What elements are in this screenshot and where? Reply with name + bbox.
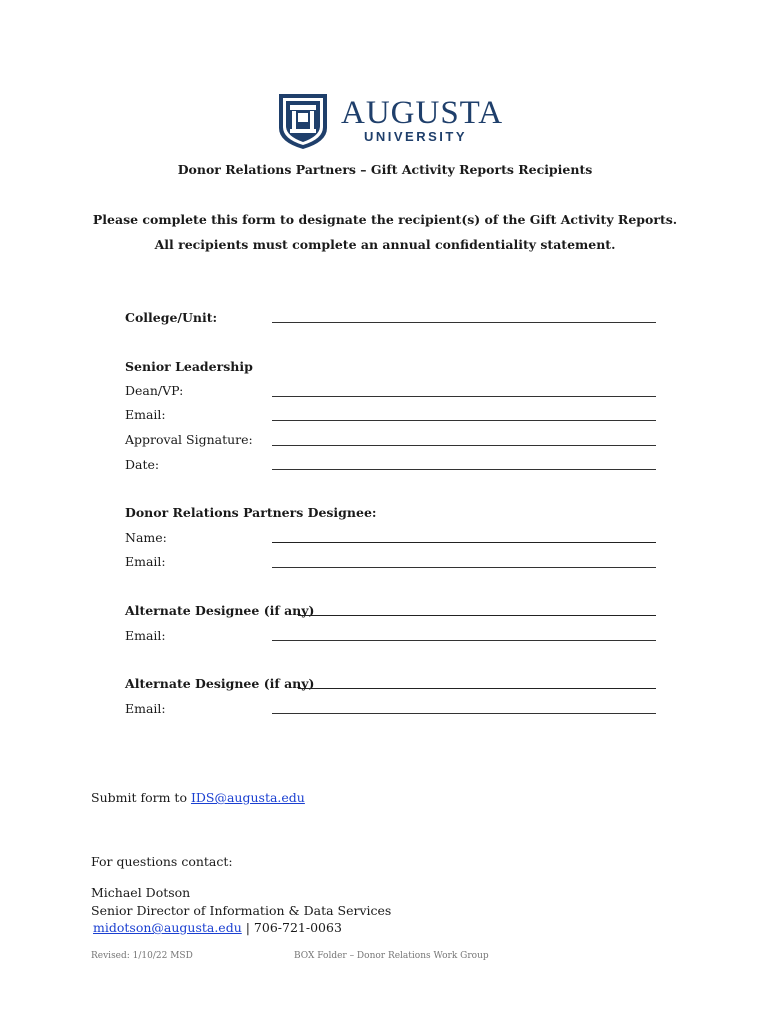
college-unit-label: College/Unit: bbox=[125, 310, 218, 325]
logo-university-text: UNIVERSITY bbox=[364, 129, 468, 144]
logo-augusta-text: AUGUSTA bbox=[341, 95, 504, 131]
college-unit-field[interactable] bbox=[272, 322, 656, 323]
leadership-email-field[interactable] bbox=[272, 420, 656, 421]
form-title: Donor Relations Partners – Gift Activity Reports Recipients bbox=[177, 162, 593, 177]
approval-signature-field[interactable] bbox=[272, 445, 656, 446]
alternate-2-email-label: Email: bbox=[125, 701, 166, 716]
designee-name-label: Name: bbox=[125, 530, 167, 545]
dean-vp-label: Dean/VP: bbox=[125, 383, 184, 398]
instruction-line-2: All recipients must complete an annual confidentiality statement. bbox=[154, 237, 616, 252]
designee-name-field[interactable] bbox=[272, 542, 656, 543]
date-label: Date: bbox=[125, 457, 160, 472]
contact-email-link[interactable]: midotson@augusta.edu bbox=[93, 920, 242, 935]
alternate-2-email-field[interactable] bbox=[272, 713, 656, 714]
contact-info bbox=[93, 920, 342, 935]
contact-name: Michael Dotson bbox=[91, 885, 191, 900]
designee-email-label: Email: bbox=[125, 554, 166, 569]
alternate-1-email-field[interactable] bbox=[272, 640, 656, 641]
alternate-1-email-label: Email: bbox=[125, 628, 166, 643]
leadership-email-label: Email: bbox=[125, 407, 166, 422]
dean-vp-field[interactable] bbox=[272, 396, 656, 397]
contact-phone: | 706-721-0063 bbox=[241, 920, 342, 935]
alternate-designee-2-label: Alternate Designee (if any) bbox=[125, 676, 315, 691]
revised-note: Revised: 1/10/22 MSD bbox=[91, 951, 193, 961]
designee-email-field[interactable] bbox=[272, 567, 656, 568]
alternate-designee-2-field[interactable] bbox=[298, 688, 656, 689]
submit-instruction bbox=[91, 790, 305, 805]
senior-leadership-heading: Senior Leadership bbox=[125, 359, 253, 374]
designee-heading: Donor Relations Partners Designee: bbox=[125, 505, 377, 520]
instruction-line-1: Please complete this form to designate the recipient(s) of the Gift Activity Reports. bbox=[92, 212, 678, 227]
contact-title: Senior Director of Information & Data Services bbox=[91, 903, 392, 918]
submit-email-link[interactable]: IDS@augusta.edu bbox=[190, 790, 305, 805]
alternate-designee-1-field[interactable] bbox=[298, 615, 656, 616]
contact-heading: For questions contact: bbox=[91, 854, 233, 869]
date-field[interactable] bbox=[272, 469, 656, 470]
shield-gate-icon bbox=[277, 92, 329, 150]
box-folder-note: BOX Folder – Donor Relations Work Group bbox=[294, 951, 489, 961]
submit-prefix: Submit form to bbox=[91, 790, 191, 805]
alternate-designee-1-label: Alternate Designee (if any) bbox=[125, 603, 315, 618]
augusta-university-logo bbox=[277, 92, 504, 152]
approval-signature-label: Approval Signature: bbox=[125, 432, 253, 447]
